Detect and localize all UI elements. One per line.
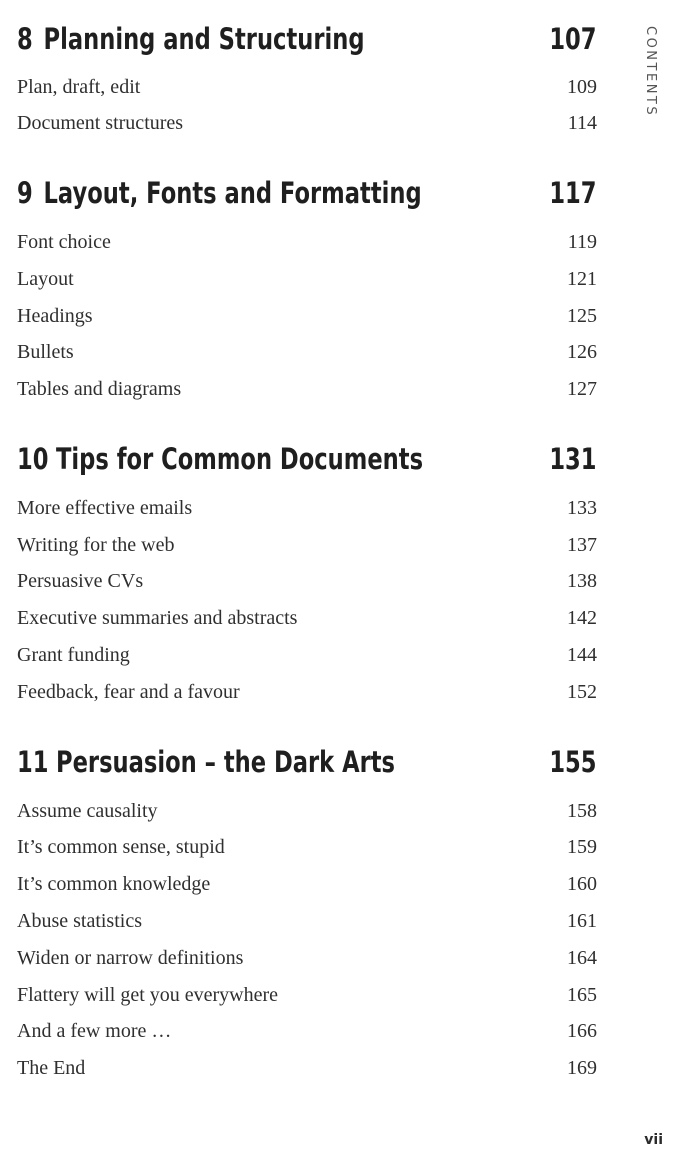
entry-title: Widen or narrow definitions — [17, 947, 244, 969]
chapter-page: 155 — [549, 745, 597, 779]
entry-title: Feedback, fear and a favour — [17, 681, 240, 703]
entry-title: Document structures — [17, 112, 184, 134]
entry-title: Persuasive CVs — [17, 570, 144, 592]
chapter-title: Planning and Structuring — [43, 22, 365, 56]
toc-entry — [17, 836, 597, 862]
toc-entry — [17, 1020, 597, 1046]
entry-title: Bullets — [17, 341, 74, 363]
chapter-heading — [17, 745, 597, 785]
chapter-number: 11 — [17, 745, 49, 779]
entry-page: 121 — [567, 268, 597, 290]
chapter-page: 107 — [549, 22, 597, 56]
entry-title: More effective emails — [17, 497, 193, 519]
entry-page: 158 — [567, 800, 597, 822]
toc-entry — [17, 378, 597, 404]
entry-title: Layout — [17, 268, 74, 290]
entry-page: 137 — [567, 534, 597, 556]
entry-page: 109 — [567, 76, 597, 98]
toc-entry — [17, 231, 597, 257]
entry-title: Font choice — [17, 231, 111, 253]
entry-page: 152 — [567, 681, 597, 703]
entry-title: Flattery will get you everywhere — [17, 984, 279, 1006]
toc-entry — [17, 341, 597, 367]
chapter-heading — [17, 442, 597, 482]
entry-title: Tables and diagrams — [17, 378, 182, 400]
entry-page: 138 — [567, 570, 597, 592]
chapter-number: 8 — [17, 22, 33, 56]
toc-entry — [17, 268, 597, 294]
toc-entry — [17, 873, 597, 899]
entry-page: 165 — [567, 984, 597, 1006]
entry-title: Plan, draft, edit — [17, 76, 141, 98]
chapter-heading — [17, 176, 597, 216]
entry-title: Executive summaries and abstracts — [17, 607, 298, 629]
entry-page: 142 — [567, 607, 597, 629]
entry-page: 133 — [567, 497, 597, 519]
toc-entry — [17, 800, 597, 826]
entry-title: And a few more … — [17, 1020, 172, 1042]
toc-entry — [17, 570, 597, 596]
entry-page: 164 — [567, 947, 597, 969]
toc-entry — [17, 984, 597, 1010]
chapter-number: 9 — [17, 176, 33, 210]
entry-page: 127 — [567, 378, 597, 400]
toc-entry — [17, 497, 597, 523]
page-folio: vii — [644, 1132, 663, 1148]
entry-title: It’s common sense, stupid — [17, 836, 225, 858]
chapter-title: Persuasion – the Dark Arts — [56, 745, 396, 779]
side-label-contents: CONTENTS — [643, 26, 658, 118]
toc-entry — [17, 644, 597, 670]
entry-page: 125 — [567, 305, 597, 327]
entry-title: Headings — [17, 305, 93, 327]
toc-entry — [17, 76, 597, 102]
entry-page: 161 — [567, 910, 597, 932]
entry-title: Abuse statistics — [17, 910, 142, 932]
entry-page: 144 — [567, 644, 597, 666]
chapter-title: Tips for Common Documents — [56, 442, 424, 476]
entry-page: 114 — [567, 112, 597, 134]
entry-page: 160 — [567, 873, 597, 895]
toc-entry — [17, 305, 597, 331]
entry-page: 126 — [567, 341, 597, 363]
toc-entry — [17, 607, 597, 633]
chapter-number: 10 — [17, 442, 49, 476]
toc-entry — [17, 910, 597, 936]
entry-title: The End — [17, 1057, 86, 1079]
chapter-page: 131 — [549, 442, 597, 476]
entry-title: Assume causality — [17, 800, 158, 822]
toc-entry — [17, 947, 597, 973]
toc-entry — [17, 1057, 597, 1083]
entry-title: Grant funding — [17, 644, 130, 666]
toc-entry — [17, 112, 597, 138]
chapter-title: Layout, Fonts and Formatting — [43, 176, 422, 210]
chapter-page: 117 — [549, 176, 597, 210]
entry-page: 119 — [567, 231, 597, 253]
toc-entry — [17, 681, 597, 707]
toc-entry — [17, 534, 597, 560]
entry-page: 159 — [567, 836, 597, 858]
entry-title: Writing for the web — [17, 534, 175, 556]
entry-title: It’s common knowledge — [17, 873, 211, 895]
entry-page: 166 — [567, 1020, 597, 1042]
entry-page: 169 — [567, 1057, 597, 1079]
chapter-heading — [17, 22, 597, 62]
